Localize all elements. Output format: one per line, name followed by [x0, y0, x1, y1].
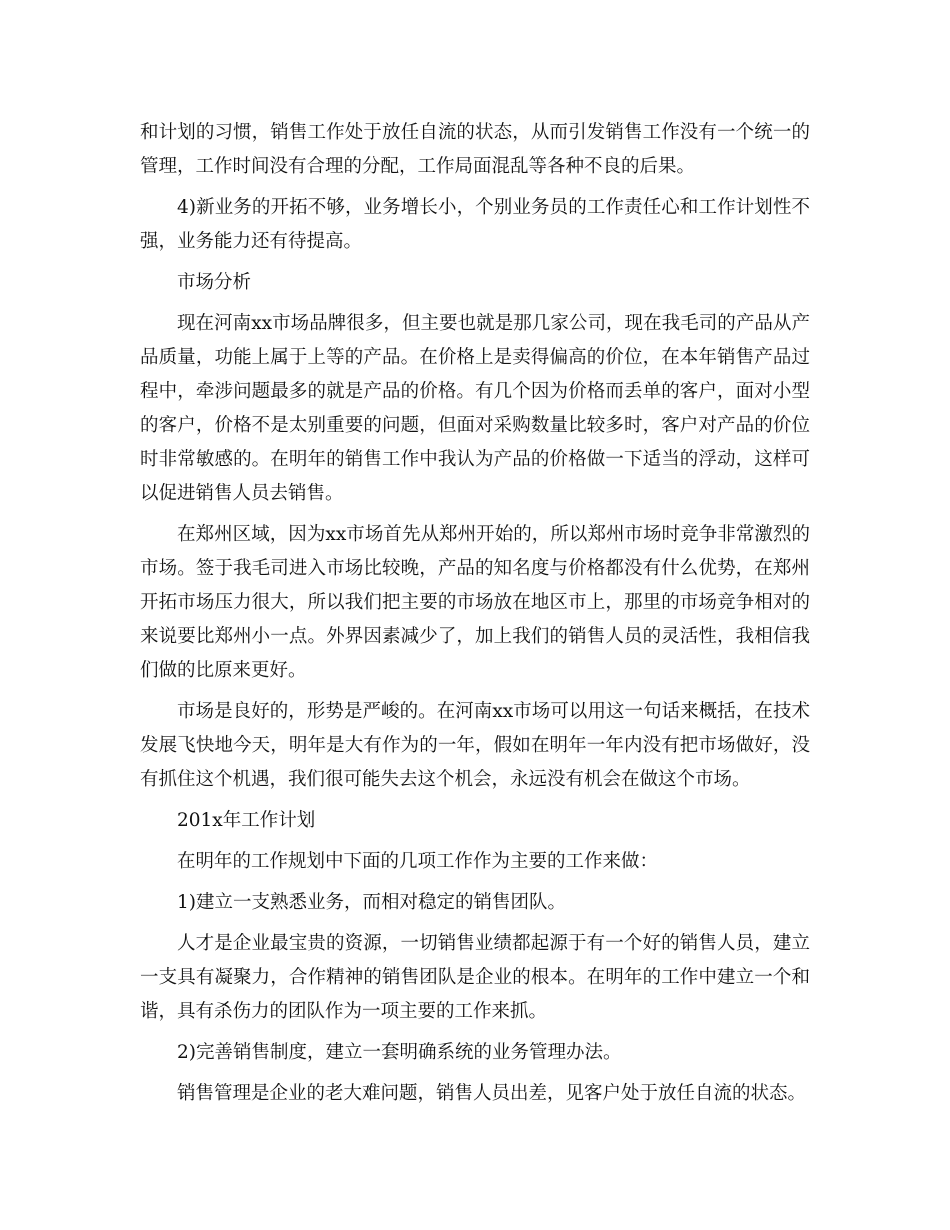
paragraph-continuation: 和计划的习惯，销售工作处于放任自流的状态，从而引发销售工作没有一个统一的管理，工作时间没有合理的分配，工作局面混乱等各种不良的后果。	[140, 122, 810, 177]
paragraph-plan-item-2: 2)完善销售制度，建立一套明确系统的业务管理办法。	[177, 1042, 622, 1063]
paragraph-talent: 人才是企业最宝贵的资源，一切销售业绩都起源于有一个好的销售人员，建立一支具有凝聚力，合作精神的销售团队是企业的根本。在明年的工作中建立一个和谐，具有杀伤力的团队作为一项主要的工作来抓。	[140, 933, 810, 1022]
section-heading-market-analysis: 市场分析	[177, 272, 252, 293]
paragraph-new-business: 4)新业务的开拓不够，业务增长小，个别业务员的工作责任心和工作计划性不强，业务能力还有待提高。	[140, 197, 810, 252]
document-body	[140, 116, 810, 1118]
paragraph-plan-item-1: 1)建立一支熟悉业务，而相对稳定的销售团队。	[177, 892, 566, 913]
section-heading-work-plan: 201x年工作计划	[177, 810, 316, 831]
paragraph-henan-market: 现在河南xx市场品牌很多，但主要也就是那几家公司，现在我毛司的产品从产品质量，功能上属于上等的产品。在价格上是卖得偏高的价位，在本年销售产品过程中，牵涉问题最多的就是产品的价格。有几个因为价格而丢单的客户，面对小型的客户，价格不是太别重要的问题，但面对采购数量比较多时，客户对产品的价位时非常敏感的。在明年的销售工作中我认为产品的价格做一下适当的浮动，这样可以促进销售人员去销售。	[140, 313, 810, 504]
paragraph-zhengzhou-region: 在郑州区域，因为xx市场首先从郑州开始的，所以郑州市场时竞争非常激烈的市场。签于我毛司进入市场比较晚，产品的知名度与价格都没有什么优势，在郑州开拓市场压力很大，所以我们把主要的市场放在地区市上，那里的市场竞争相对的来说要比郑州小一点。外界因素减少了，加上我们的销售人员的灵活性，我相信我们做的比原来更好。	[140, 524, 810, 681]
paragraph-market-outlook: 市场是良好的，形势是严峻的。在河南xx市场可以用这一句话来概括，在技术发展飞快地今天，明年是大有作为的一年，假如在明年一年内没有把市场做好，没有抓住这个机遇，我们很可能失去这个机会，永远没有机会在做这个市场。	[140, 701, 810, 790]
paragraph-plan-intro: 在明年的工作规划中下面的几项工作作为主要的工作来做：	[177, 851, 659, 872]
paragraph-sales-management: 销售管理是企业的老大难问题，销售人员出差，见客户处于放任自流的状态。	[177, 1083, 807, 1104]
